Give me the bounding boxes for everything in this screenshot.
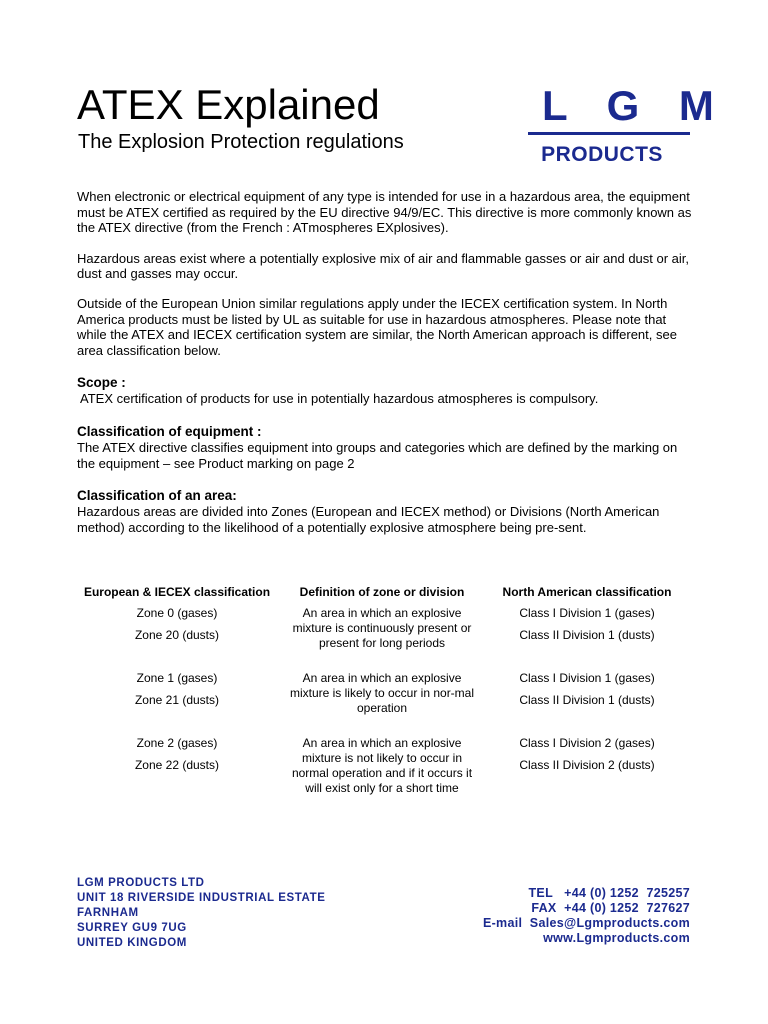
area-classification-heading: Classification of an area:	[77, 488, 237, 504]
equipment-classification-heading: Classification of equipment :	[77, 423, 262, 439]
division-dust: Class II Division 1 (dusts)	[519, 693, 655, 707]
intro-paragraph-2: Hazardous areas exist where a potentially explosive mix of air and flammable gasses or air and dust or air, dust and gasses may occur.	[77, 250, 690, 282]
european-cell	[72, 671, 282, 716]
logo-products: PRODUCTS	[541, 143, 663, 166]
division-dust: Class II Division 2 (dusts)	[519, 758, 655, 772]
zone-dust: Zone 21 (dusts)	[134, 693, 220, 707]
north-american-cell	[482, 606, 692, 651]
page-title: ATEX Explained	[77, 81, 380, 128]
north-american-cell	[482, 671, 692, 716]
logo-letters: L G M	[528, 82, 690, 135]
zone-gas: Zone 0 (gases)	[136, 606, 218, 620]
zone-dust: Zone 22 (dusts)	[134, 758, 220, 772]
header-north-american: North American classification	[502, 585, 672, 599]
division-dust: Class II Division 1 (dusts)	[519, 628, 655, 642]
zone-dust: Zone 20 (dusts)	[134, 628, 220, 642]
north-american-cell	[482, 736, 692, 796]
website-link[interactable]: www.Lgmproducts.com	[543, 931, 690, 945]
definition-cell: An area in which an explosive mixture is not likely to occur in normal operation and if it occurs it will exist only for a short time	[291, 736, 473, 795]
table-row	[72, 671, 692, 716]
address-line-country: UNITED KINGDOM	[77, 937, 187, 949]
contact-details	[483, 886, 690, 946]
lgm-logo	[528, 82, 728, 167]
intro-paragraph-1: When electronic or electrical equipment of any type is intended for use in a hazardous area, the equipment must be ATEX certified as required by the EU directive 94/9/EC. This directive is more commonly known as the ATEX directive (from the French : ATmospheres EXplosives).	[77, 189, 692, 236]
address-line-county: SURREY GU9 7UG	[77, 922, 187, 934]
division-gas: Class I Division 1 (gases)	[519, 606, 655, 620]
document-body	[77, 189, 692, 535]
scope-heading: Scope :	[77, 375, 126, 391]
table-row	[72, 736, 692, 796]
division-gas: Class I Division 2 (gases)	[519, 736, 655, 750]
equipment-classification-text: The ATEX directive classifies equipment into groups and categories which are defined by the marking on the equipment – see Product marking on page 2	[77, 439, 678, 471]
definition-cell: An area in which an explosive mixture is likely to occur in nor-mal operation	[289, 671, 475, 715]
zone-gas: Zone 2 (gases)	[136, 736, 218, 750]
page-subtitle: The Explosion Protection regulations	[78, 131, 404, 153]
company-address	[77, 876, 325, 951]
header-definition: Definition of zone or division	[299, 585, 465, 599]
definition-cell: An area in which an explosive mixture is continuously present or present for long periods	[292, 606, 472, 650]
scope-text: ATEX certification of products for use in potentially hazardous atmospheres is compulsory.	[80, 391, 599, 407]
address-line-unit: UNIT 18 RIVERSIDE INDUSTRIAL ESTATE	[77, 892, 326, 904]
fax: FAX +44 (0) 1252 727627	[531, 901, 690, 915]
european-cell	[72, 606, 282, 651]
row-spacer	[72, 651, 692, 671]
header-european: European & IECEX classification	[83, 585, 271, 599]
zone-gas: Zone 1 (gases)	[136, 671, 218, 685]
division-gas: Class I Division 1 (gases)	[519, 671, 655, 685]
intro-paragraph-3: Outside of the European Union similar regulations apply under the IECEX certification system. In North America products must be listed by UL as suitable for use in hazardous atmospheres. Please note that while the ATEX and IECEX certification system are similar, the North American approach is different, see area classification below.	[77, 295, 677, 358]
email-link[interactable]: E-mail Sales@Lgmproducts.com	[482, 916, 690, 930]
area-classification-text: Hazardous areas are divided into Zones (European and IECEX method) or Divisions (North American method) according to the likelihood of a potentially explosive atmosphere being pre-sent.	[77, 504, 660, 535]
table-row	[72, 606, 692, 651]
address-line-town: FARNHAM	[77, 907, 139, 919]
row-spacer	[72, 716, 692, 736]
address-company-name: LGM PRODUCTS LTD	[77, 877, 205, 889]
european-cell	[72, 736, 282, 796]
table-header-row	[72, 582, 692, 606]
telephone: TEL +44 (0) 1252 725257	[528, 886, 690, 900]
zone-classification-table	[72, 582, 692, 796]
